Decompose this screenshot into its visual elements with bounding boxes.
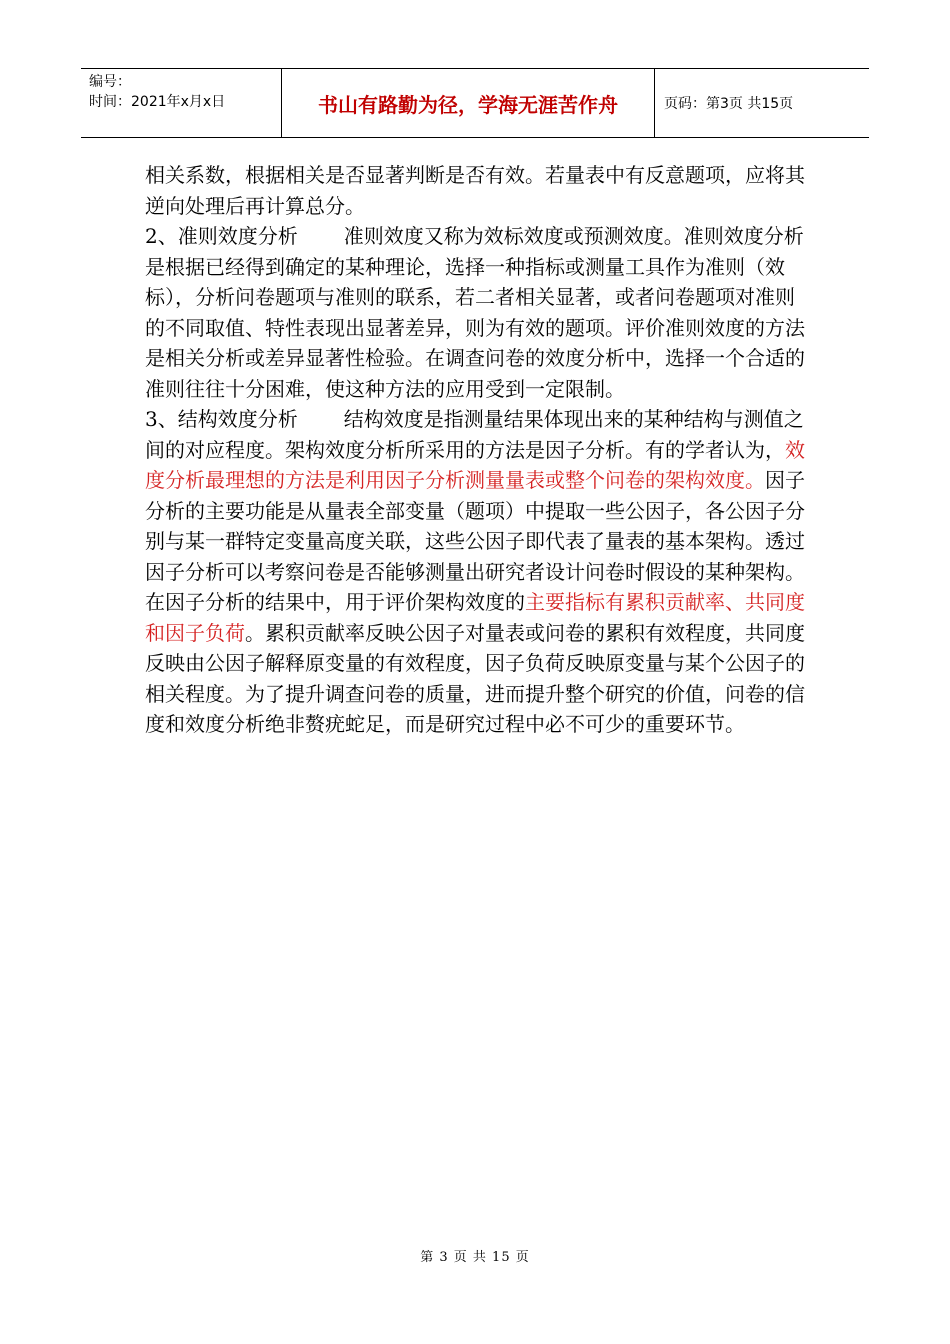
paragraph-criterion-validity <box>145 221 810 404</box>
header-motto-cell <box>282 69 655 137</box>
section-heading: 2、准则效度分析 <box>145 224 298 248</box>
header-meta-cell <box>81 69 282 137</box>
document-number-label: 编号： <box>89 74 131 90</box>
highlighted-text: 主要指标有累积贡献率、共同度和因子负荷 <box>145 590 805 645</box>
header-page-cell <box>655 69 869 137</box>
paragraph-text: 。累积贡献率反映公因子对量表或问卷的累积有效程度，共同度反映由公因子解释原变量的有效程度，因子负荷反映原变量与某个公因子的相关程度。为了提升调查问卷的质量，进而提升整个研究的价值，问卷的信度和效度分析绝非赘疣蛇足，而是研究过程中必不可少的重要环节。 <box>145 620 805 736</box>
document-body <box>145 160 810 740</box>
document-date: 时间：2021年x月x日 <box>89 94 226 110</box>
paragraph-text: 因子分析的主要功能是从量表全部变量（题项）中提取一些公因子，各公因子分别与某一群特定变量高度关联，这些公因子即代表了量表的基本架构。透过因子分析可以考察问卷是否能够测量出研究者设计问卷时假设的某种架构。在因子分析的结果中，用于评价架构效度的 <box>145 468 805 614</box>
page-footer <box>0 1246 950 1265</box>
paragraph-correlation <box>145 160 810 221</box>
paragraph-text: 准则效度又称为效标效度或预测效度。准则效度分析是根据已经得到确定的某种理论，选择一种指标或测量工具作为准则（效标），分析问卷题项与准则的联系，若二者相关显著，或者问卷题项对准则的不同取值、特性表现出显著差异，则为有效的题项。评价准则效度的方法是相关分析或差异显著性检验。在调查问卷的效度分析中，选择一个合适的准则往往十分困难，使这种方法的应用受到一定限制。 <box>145 224 805 401</box>
header-page-info: 页码：第3页 共15页 <box>664 96 794 112</box>
footer-page-number: 第 3 页 共 15 页 <box>420 1250 530 1265</box>
header-table <box>81 68 869 138</box>
paragraph-text: 相关系数，根据相关是否显著判断是否有效。若量表中有反意题项，应将其逆向处理后再计算总分。 <box>145 163 805 218</box>
section-heading: 3、结构效度分析 <box>145 407 298 431</box>
highlighted-text: 效度分析最理想的方法是利用因子分析测量量表或整个问卷的架构效度。 <box>145 437 805 492</box>
paragraph-construct-validity <box>145 404 810 740</box>
paragraph-text: 结构效度是指测量结果体现出来的某种结构与测值之间的对应程度。架构效度分析所采用的方法是因子分析。有的学者认为， <box>145 407 804 462</box>
header-motto: 书山有路勤为径，学海无涯苦作舟 <box>318 92 618 117</box>
